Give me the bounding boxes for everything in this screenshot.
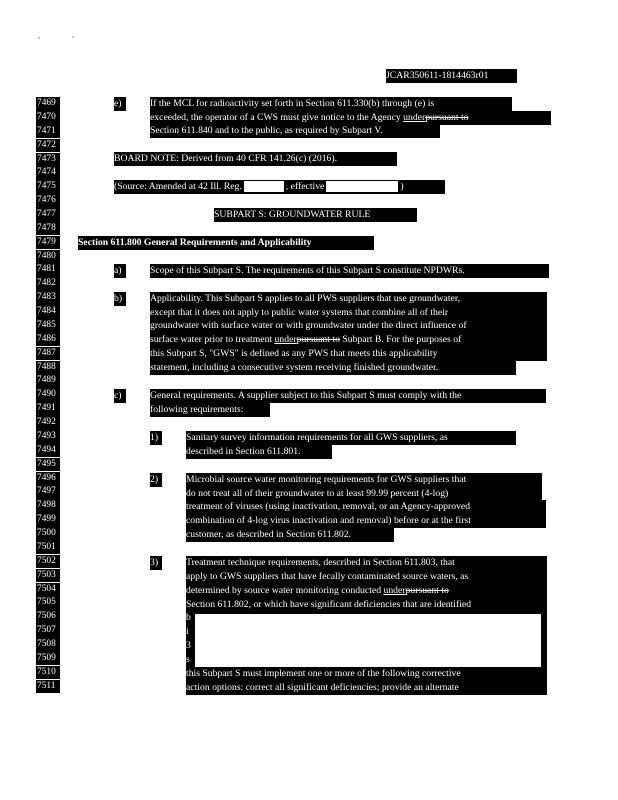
item-b-line: groundwater with surface water or with groundwater under the direct influence of [150, 319, 547, 333]
item-c1-line: Sanitary survey information requirements for all GWS suppliers, as [186, 431, 516, 445]
line-number: 7493 [36, 430, 60, 444]
item-c-line: following requirements: [150, 403, 270, 417]
line-number: 7470 [36, 111, 60, 125]
line-number: 7475 [36, 180, 60, 194]
line-number: 7496 [36, 472, 60, 486]
item-b-line: statement, including a consecutive system receiving finished groundwater. [150, 361, 516, 375]
text-segment: surface water prior to treatment [150, 334, 275, 345]
item-c2-line: treatment of viruses (using inactivation, removal, or an Agency-approved [186, 500, 546, 514]
item-c-marker: c) [114, 389, 126, 403]
board-note: BOARD NOTE: Derived from 40 CFR 141.26(c) (2016). [114, 152, 397, 166]
item-c-line: General requirements. A supplier subject to this Subpart S must comply with the [150, 389, 546, 403]
line-number: 7505 [36, 596, 60, 610]
line-number: 7487 [36, 347, 60, 361]
blank-field [244, 181, 284, 192]
item-c3-marker: 3) [150, 556, 162, 570]
line-number: 7481 [36, 263, 60, 277]
line-number: 7480 [36, 250, 60, 264]
line-number: 7503 [36, 569, 60, 583]
blank-field [326, 181, 398, 192]
line-number: 7477 [36, 208, 60, 222]
line-number: 7506 [36, 610, 60, 624]
document-id: JCAR350611-1814463r01 [386, 69, 517, 83]
item-c2-line: do not treat all of their groundwater to at least 99.99 percent (4-log) [186, 487, 542, 501]
line-number: 7488 [36, 361, 60, 375]
line-number: 7511 [36, 680, 60, 694]
item-e-line: Section 611.840 and to the public, as required by Subpart V. [150, 124, 440, 138]
item-b-line: this Subpart S, "GWS" is defined as any PWS that meets this applicability [150, 347, 547, 361]
item-c2-line: Microbial source water monitoring requirements for GWS suppliers that [186, 473, 542, 487]
line-number: 7471 [36, 125, 60, 139]
line-number: 7472 [36, 139, 60, 153]
line-number: 7495 [36, 458, 60, 472]
scan-gap [195, 614, 541, 669]
deleted-text: pursuant to [296, 334, 340, 345]
text-segment: ) [400, 181, 404, 192]
line-number: 7494 [36, 444, 60, 458]
scan-speck [38, 37, 40, 39]
item-c1-line: described in Section 611.801. [186, 445, 332, 459]
line-number: 7478 [36, 222, 60, 236]
text-segment: determined by source water monitoring conducted [186, 585, 384, 596]
item-c3-line [186, 584, 547, 598]
item-c2-marker: 2) [150, 473, 162, 487]
section-heading: Section 611.800 General Requirements and Applicability [78, 236, 374, 250]
source-note [114, 180, 445, 194]
line-number: 7491 [36, 402, 60, 416]
item-e-marker: e) [114, 97, 126, 111]
text-fragment: b [186, 612, 191, 623]
text-fragment: i [186, 626, 189, 637]
line-number: 7485 [36, 319, 60, 333]
line-number: 7501 [36, 541, 60, 555]
subpart-heading: SUBPART S: GROUNDWATER RULE [214, 208, 417, 222]
deleted-text: pursuant to [405, 585, 449, 596]
line-number: 7504 [36, 583, 60, 597]
line-number: 7497 [36, 485, 60, 499]
item-c3-line: action options: correct all significant deficiencies; provide an alternate [186, 681, 547, 695]
line-number: 7484 [36, 305, 60, 319]
line-number: 7508 [36, 638, 60, 652]
line-number: 7498 [36, 499, 60, 513]
text-segment: (Source: Amended at 42 Ill. Reg. [114, 181, 242, 192]
item-b-line: Applicability. This Subpart S applies to all PWS suppliers that use groundwater, [150, 292, 547, 306]
deleted-text: pursuant to [425, 112, 469, 123]
item-a-marker: a) [114, 264, 126, 278]
line-number: 7473 [36, 153, 60, 167]
text-segment: Subpart B. For the purposes of [339, 334, 462, 345]
line-number: 7492 [36, 416, 60, 430]
item-c2-line: combination of 4-log virus inactivation and removal) before or at the first [186, 514, 546, 528]
inserted-text: under [383, 585, 406, 596]
scan-speck [72, 36, 74, 38]
line-number: 7486 [36, 333, 60, 347]
inserted-text: under [274, 334, 297, 345]
line-number: 7510 [36, 666, 60, 680]
item-b-marker: b) [114, 292, 126, 306]
line-number: 7479 [36, 236, 60, 250]
line-number: 7507 [36, 624, 60, 638]
item-c2-line: customer, as described in Section 611.802. [186, 528, 394, 542]
item-c1-marker: 1) [150, 431, 162, 445]
inserted-text: under [403, 112, 426, 123]
line-number: 7490 [36, 388, 60, 402]
text-segment: , effective [285, 181, 325, 192]
line-number: 7489 [36, 374, 60, 388]
text-fragment: 3 [186, 640, 191, 651]
item-b-line [150, 333, 547, 347]
item-b-line: except that it does not apply to public water systems that combine all of their [150, 306, 547, 320]
line-number: 7502 [36, 555, 60, 569]
line-number: 7509 [36, 652, 60, 666]
line-number: 7483 [36, 291, 60, 305]
line-number: 7469 [36, 97, 60, 111]
line-number: 7499 [36, 513, 60, 527]
item-c3-line: apply to GWS suppliers that have fecally contaminated source waters, as [186, 570, 547, 584]
text-segment: exceeded, the operator of a CWS must give notice to the Agency [150, 112, 404, 123]
item-c3-line: Treatment technique requirements, described in Section 611.803, that [186, 556, 547, 570]
line-number: 7476 [36, 194, 60, 208]
line-number: 7500 [36, 527, 60, 541]
line-number: 7482 [36, 277, 60, 291]
item-c3-line: this Subpart S must implement one or more of the following corrective [186, 667, 547, 681]
item-e-line: If the MCL for radioactivity set forth in Section 611.330(b) through (e) is [150, 97, 512, 111]
line-number: 7474 [36, 166, 60, 180]
item-a-text: Scope of this Subpart S. The requirements of this Subpart S constitute NPDWRs. [150, 264, 549, 278]
item-e-line [150, 111, 551, 125]
item-c3-line: Section 611.802, or which have significant deficiencies that are identified [186, 598, 547, 612]
text-fragment: s [186, 654, 190, 665]
